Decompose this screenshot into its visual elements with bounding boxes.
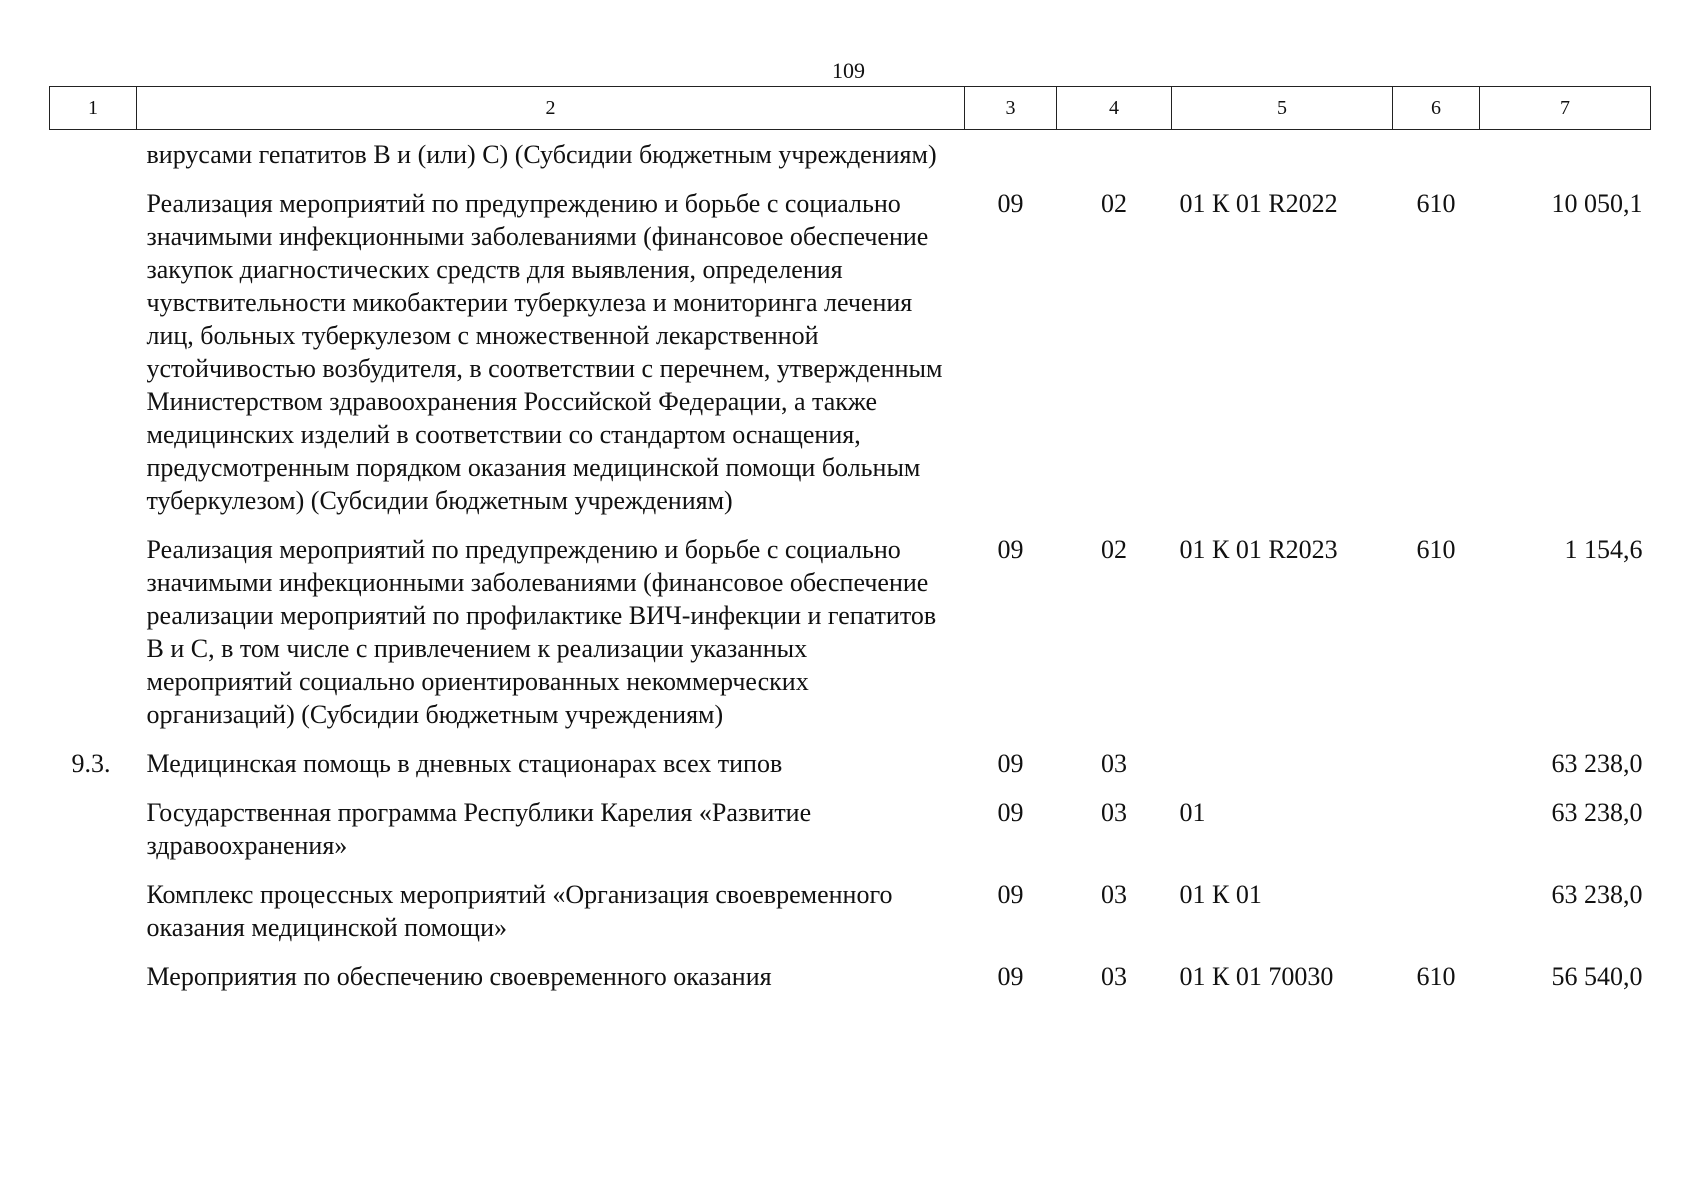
row-amount: 56 540,0	[1551, 962, 1643, 991]
row-target-article	[1172, 747, 1393, 796]
row-amount: 63 238,0	[1551, 880, 1643, 909]
row-expense-type: 610	[1416, 535, 1456, 564]
row-subsection: 03	[1101, 880, 1127, 909]
row-number	[50, 533, 137, 747]
row-subsection: 02	[1101, 189, 1127, 218]
row-subsection: 03	[1101, 962, 1127, 991]
table-header	[50, 87, 1651, 130]
row-amount: 63 238,0	[1551, 798, 1643, 827]
column-header-2: 2	[137, 87, 965, 130]
row-name: Медицинская помощь в дневных стационарах всех типов	[146, 749, 783, 778]
table-row	[50, 130, 1651, 188]
row-section: 09	[997, 535, 1024, 564]
table-row	[50, 533, 1651, 747]
row-expense-type	[1393, 747, 1480, 796]
row-number	[50, 187, 137, 533]
table-row	[50, 878, 1651, 960]
row-expense-type	[1393, 878, 1480, 960]
table-row	[50, 187, 1651, 533]
row-amount: 63 238,0	[1551, 749, 1643, 778]
row-section: 09	[997, 189, 1024, 218]
row-name: Комплекс процессных мероприятий «Организация своевременного оказания медицинской помощи»	[146, 880, 893, 942]
column-header-7: 7	[1480, 87, 1651, 130]
table-body	[50, 130, 1651, 1010]
row-section: 09	[997, 749, 1024, 778]
row-target-article: 01 К 01 R2022	[1179, 189, 1338, 218]
row-subsection: 02	[1101, 535, 1127, 564]
row-target-article: 01	[1179, 798, 1206, 827]
row-expense-type	[1393, 796, 1480, 878]
row-subsection: 03	[1101, 798, 1127, 827]
row-target-article	[1172, 130, 1393, 188]
row-expense-type: 610	[1416, 189, 1456, 218]
row-number	[50, 878, 137, 960]
row-subsection: 03	[1101, 749, 1127, 778]
column-header-5: 5	[1172, 87, 1393, 130]
row-target-article: 01 К 01 R2023	[1179, 535, 1338, 564]
row-target-article: 01 К 01 70030	[1179, 962, 1334, 991]
row-section	[965, 130, 1057, 188]
row-section: 09	[997, 880, 1024, 909]
table-row	[50, 960, 1651, 1009]
row-number	[50, 130, 137, 188]
row-number	[50, 960, 137, 1009]
row-target-article: 01 К 01	[1179, 880, 1262, 909]
row-amount	[1480, 130, 1651, 188]
row-name: вирусами гепатитов В и (или) С) (Субсидии бюджетным учреждениям)	[146, 140, 937, 169]
row-subsection	[1057, 130, 1172, 188]
row-name: Мероприятия по обеспечению своевременного оказания	[146, 962, 772, 991]
column-header-6: 6	[1393, 87, 1480, 130]
row-name: Государственная программа Республики Карелия «Развитие здравоохранения»	[146, 798, 812, 860]
page-number: 109	[832, 58, 865, 83]
column-header-1: 1	[50, 87, 137, 130]
table-row	[50, 747, 1651, 796]
row-section: 09	[997, 962, 1024, 991]
row-amount: 10 050,1	[1551, 189, 1643, 218]
row-expense-type: 610	[1416, 962, 1456, 991]
row-name: Реализация мероприятий по предупреждению и борьбе с социально значимыми инфекционными заболеваниями (финансовое обеспечение реализации мероприятий по профилактике ВИЧ-инфекции и гепатитов В и С, в том числе с привлечением к реализации указанных мероприятий социально ориентированных некоммерческих организаций) (Субсидии бюджетным учреждениям)	[146, 535, 937, 729]
budget-table	[49, 86, 1651, 1009]
column-header-4: 4	[1057, 87, 1172, 130]
header-row	[50, 87, 1651, 130]
row-number: 9.3.	[71, 749, 111, 778]
row-number	[50, 796, 137, 878]
column-header-3: 3	[965, 87, 1057, 130]
row-name: Реализация мероприятий по предупреждению и борьбе с социально значимыми инфекционными заболеваниями (финансовое обеспечение закупок диагностических средств для выявления, определения чувствительности микобактерии туберкулеза и мониторинга лечения лиц, больных туберкулезом с множественной лекарственной устойчивостью возбудителя, в соответствии с перечнем, утвержденным Министерством здравоохранения Российской Федерации, а также медицинских изделий в соответствии со стандартом оснащения, предусмотренным порядком оказания медицинской помощи больным туберкулезом) (Субсидии бюджетным учреждениям)	[146, 189, 943, 515]
row-expense-type	[1393, 130, 1480, 188]
row-amount: 1 154,6	[1564, 535, 1643, 564]
row-section: 09	[997, 798, 1024, 827]
table-row	[50, 796, 1651, 878]
